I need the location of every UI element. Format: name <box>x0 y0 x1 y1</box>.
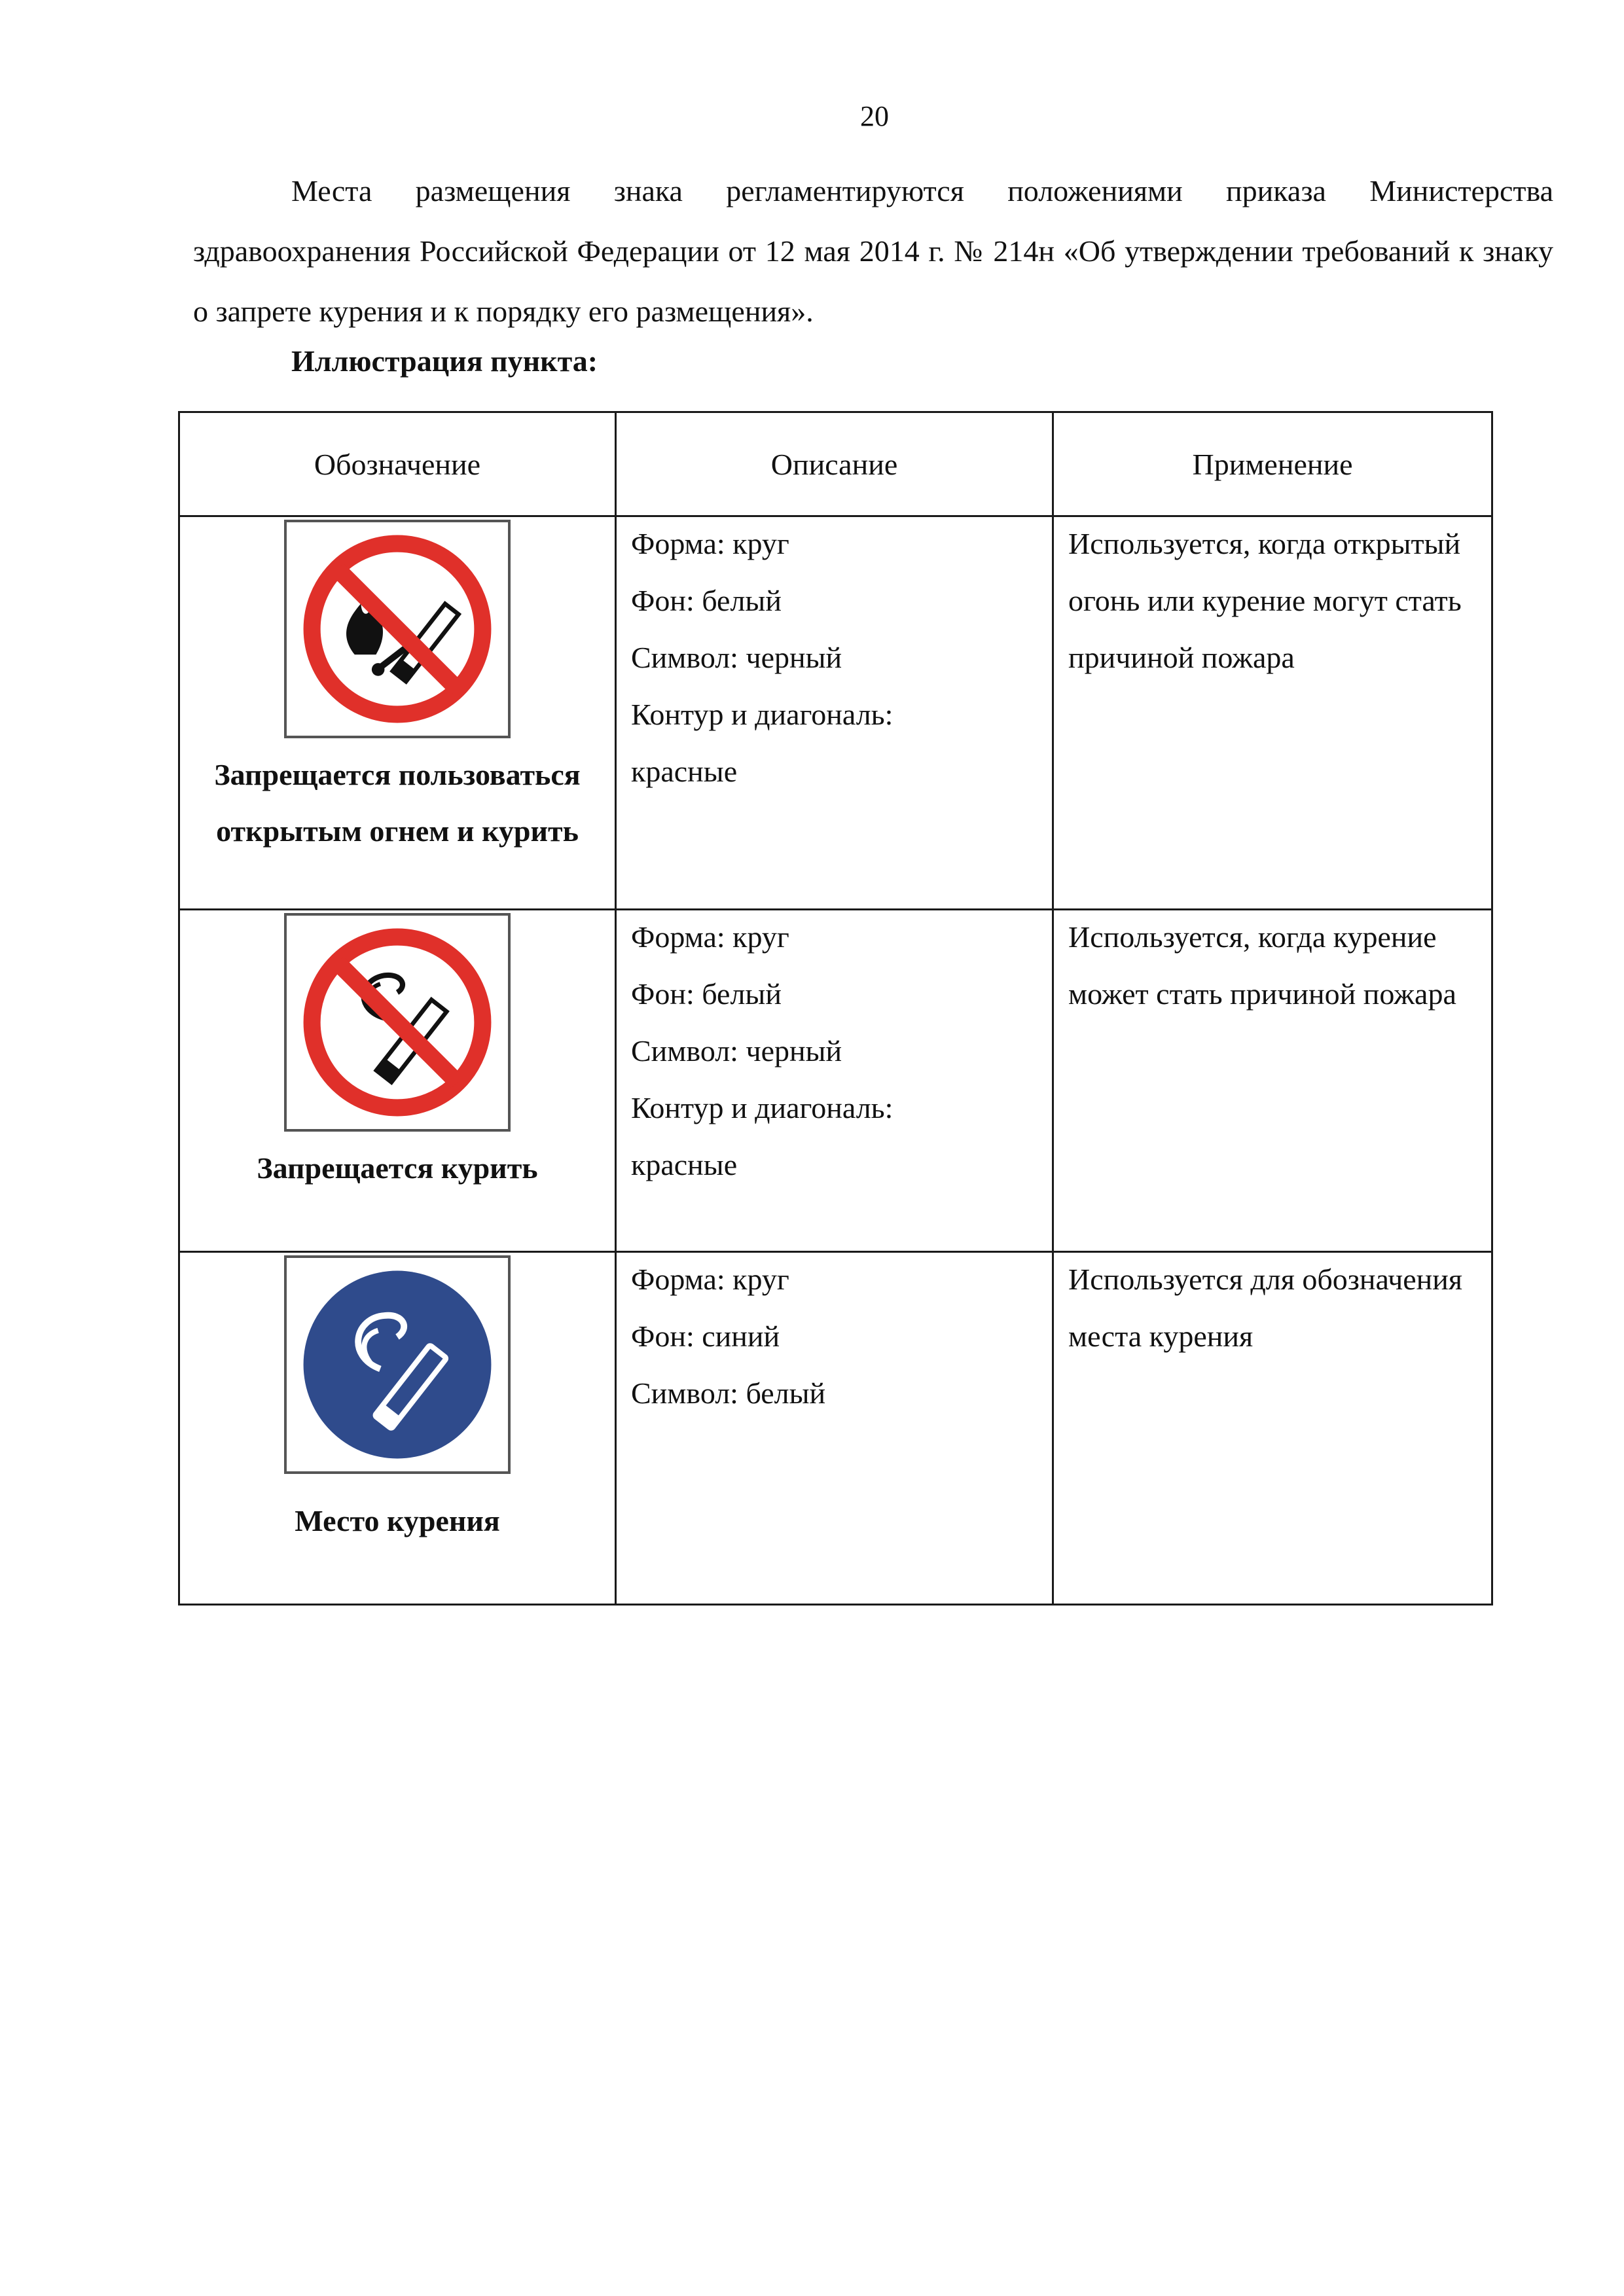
description-list <box>617 908 1052 1193</box>
description-line: красные <box>631 755 738 788</box>
sign-table <box>178 411 1493 1605</box>
description-line: Форма: круг <box>631 920 789 954</box>
description-line: Фон: белый <box>631 584 782 617</box>
description-line: Контур и диагональ: <box>631 698 893 731</box>
description-cell <box>616 1252 1053 1605</box>
designation-cell <box>179 910 616 1252</box>
table-row <box>179 516 1492 910</box>
page-number: 20 <box>860 100 889 132</box>
sign-caption: Место курения <box>295 1504 500 1537</box>
table-header-row <box>179 412 1492 516</box>
no-open-flame-no-smoking-icon <box>284 520 511 738</box>
description-cell <box>616 516 1053 910</box>
description-line: Фон: белый <box>631 977 782 1011</box>
description-line: Форма: круг <box>631 527 789 560</box>
header-designation: Обозначение <box>179 412 616 516</box>
designation-cell <box>179 516 616 910</box>
description-line: Фон: синий <box>631 1319 780 1353</box>
application-cell <box>1053 516 1492 910</box>
description-line: Форма: круг <box>631 1263 789 1296</box>
sign-caption: Запрещается пользоваться открытым огнем и курить <box>214 758 581 848</box>
table-row <box>179 910 1492 1252</box>
description-list <box>617 1251 1052 1422</box>
description-line: Символ: черный <box>631 1034 842 1067</box>
intro-paragraph: Места размещения знака регламентируются положениями приказа Министерства здравоохранения Российской Федерации от 12 мая 2014 г. № 214н «Об утверждении требований к знаку о запрете курения и к порядку его размещения». <box>193 174 1553 328</box>
header-description: Описание <box>616 412 1053 516</box>
usage-text: Используется, когда открытый огонь или курение могут стать причиной пожара <box>1068 527 1462 674</box>
description-cell <box>616 910 1053 1252</box>
application-cell <box>1053 1252 1492 1605</box>
designation-cell <box>179 1252 616 1605</box>
usage-text: Используется для обозначения места курения <box>1068 1263 1463 1353</box>
illustration-label: Иллюстрация пункта: <box>291 344 598 378</box>
smoking-area-icon <box>284 1255 511 1474</box>
sign-caption: Запрещается курить <box>257 1151 538 1185</box>
description-line: Символ: черный <box>631 641 842 674</box>
no-smoking-icon <box>284 913 511 1132</box>
table-row <box>179 1252 1492 1605</box>
description-line: Символ: белый <box>631 1376 826 1410</box>
description-list <box>617 515 1052 800</box>
description-line: красные <box>631 1148 738 1181</box>
usage-text: Используется, когда курение может стать причиной пожара <box>1068 920 1456 1011</box>
header-application: Применение <box>1053 412 1492 516</box>
application-cell <box>1053 910 1492 1252</box>
description-line: Контур и диагональ: <box>631 1091 893 1124</box>
